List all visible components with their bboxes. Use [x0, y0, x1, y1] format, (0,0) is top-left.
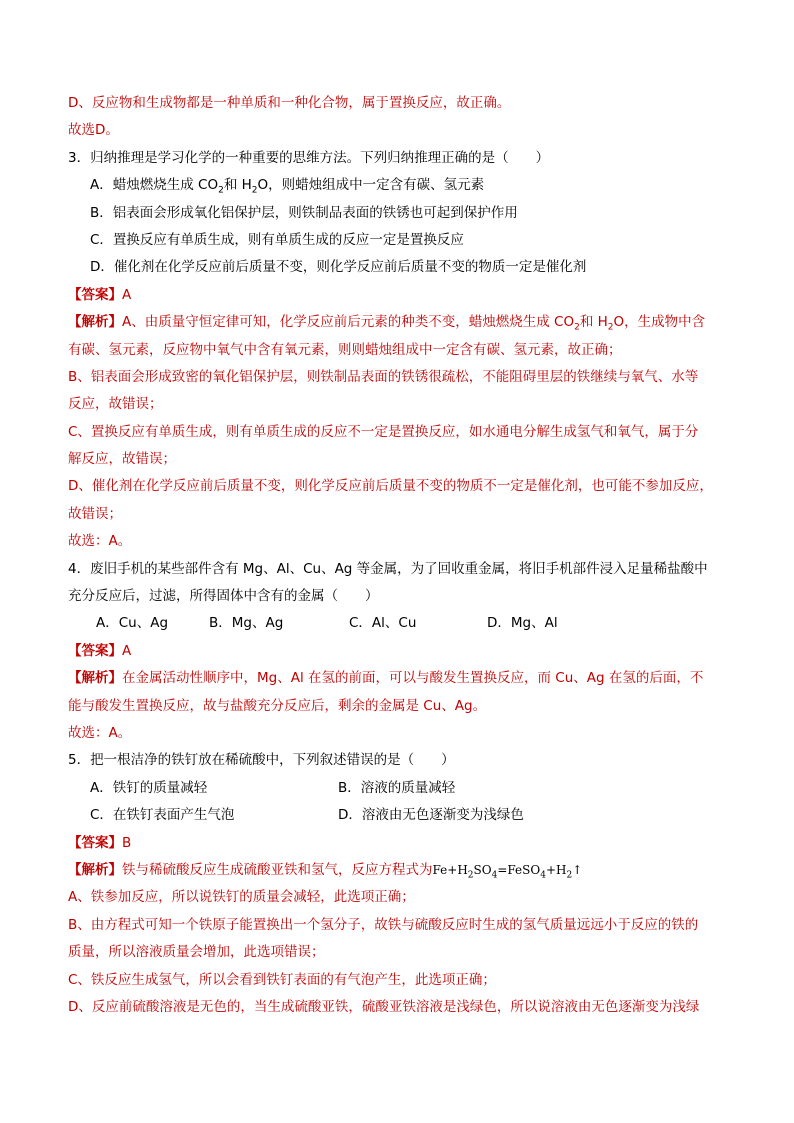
q5-stem: [68, 747, 728, 774]
q5-option-b: B．溶液的质量减轻: [338, 779, 456, 796]
q4-analysis-text-1: 在金属活动性顺序中，Mg、Al 在氢的前面，可以与酸发生置换反应，而 Cu、Ag 在氢的后面，不: [122, 670, 704, 687]
q3-option-c: C．置换反应有单质生成，则有单质生成的反应一定是置换反应: [90, 231, 464, 248]
eq-part-3: =FeSO: [497, 862, 541, 877]
q3-option-a-sub-1: 2: [218, 185, 224, 196]
q4-option-d: D．Mg、Al: [487, 615, 558, 632]
q3-stem: [68, 145, 728, 172]
q4-number: 4．: [68, 560, 91, 577]
q3-analysis-sub-2: 2: [607, 322, 614, 333]
q5-analysis-line-6: D、反应前硫酸溶液是无色的，当生成硫酸亚铁，硫酸亚铁溶液是浅绿色，所以说溶液由无色逐渐变为浅绿: [68, 998, 700, 1015]
eq-part-4: +H: [545, 862, 567, 877]
q3-analysis-line-7: D、催化剂在化学反应前后质量不变，则化学反应前后质量不变的物质不一定是催化剂，也可能不参加反应，: [68, 478, 713, 495]
q4-answer: [68, 638, 728, 665]
q3-conclusion: 故选：A。: [68, 533, 132, 550]
q3-analysis-tag: 【解析】: [68, 314, 122, 331]
q3-analysis-text-1: A、由质量守恒定律可知，化学反应前后元素的种类不变，蜡烛燃烧生成 CO: [122, 314, 575, 331]
q4-answer-value: A: [122, 642, 132, 659]
q4-option-a: A．Cu、Ag: [96, 615, 169, 632]
q5-option-c: C．在铁钉表面产生气泡: [90, 807, 235, 824]
q5-answer-value: B: [122, 834, 132, 851]
q5-options-row-1: [68, 775, 728, 802]
q3-analysis-line-5: C、置换反应有单质生成，则有单质生成的反应不一定是置换反应，如水通电分解生成氢气和氧气，属于分: [68, 423, 699, 440]
q4-options: [68, 610, 728, 637]
q3-analysis-line-1: [68, 309, 728, 336]
q4-stem-line-1: [68, 556, 728, 583]
q5-analysis-line-3: B、由方程式可知一个铁原子能置换出一个氢分子，故铁与硫酸反应时生成的氢气质量远远小于反应的铁的: [68, 916, 699, 933]
q4-stem-line-2: 充分反应后，过滤，所得固体中含有的金属（ ）: [68, 588, 379, 605]
q4-analysis-tag: 【解析】: [68, 670, 122, 687]
q3-answer: [68, 282, 728, 309]
q4-option-c: C．Al、Cu: [349, 615, 417, 632]
q5-analysis-line-5: C、铁反应生成氢气，所以会看到铁钉表面的有气泡产生，此选项正确；: [68, 971, 496, 988]
q3-answer-tag: 【答案】: [68, 286, 122, 303]
q5-answer: [68, 830, 728, 857]
eq-sub-2: 4: [491, 870, 498, 881]
q3-number: 3．: [68, 149, 91, 166]
q4-analysis-line-1: [68, 665, 728, 692]
q3-analysis-line-6: 解反应，故错误；: [68, 451, 176, 468]
eq-sub-4: 2: [566, 870, 573, 881]
q3-analysis-sub-1: 2: [574, 322, 580, 333]
q4-stem-text-1: 废旧手机的某些部件含有 Mg、Al、Cu、Ag 等金属，为了回收重金属，将旧手机部件浸入足量稀盐酸中: [90, 560, 708, 577]
q4-option-b: B．Mg、Ag: [209, 615, 284, 632]
q3-analysis-text-2: 和 H: [579, 314, 608, 331]
q3-analysis-line-4: 反应，故错误；: [68, 396, 163, 413]
q3-answer-value: A: [122, 286, 132, 303]
q3-option-a-text-3: O，则蜡烛组成中一定含有碳、氢元素: [257, 177, 485, 194]
q4-conclusion: 故选：A。: [68, 724, 132, 741]
q3-analysis-text-3: O，生成物中含: [613, 314, 706, 331]
q5-options-row-2: [68, 802, 728, 829]
eq-sub-3: 4: [540, 870, 546, 881]
eq-part-2: SO: [473, 862, 492, 877]
q3-option-b: B．铝表面会形成氧化铝保护层，则铁制品表面的铁锈也可起到保护作用: [90, 204, 518, 221]
q5-analysis-tag: 【解析】: [68, 861, 122, 878]
q5-stem-text: 把一根洁净的铁钉放在稀硫酸中，下列叙述错误的是（ ）: [90, 752, 455, 769]
q5-option-d: D．溶液由无色逐渐变为浅绿色: [338, 807, 524, 824]
q3-analysis-line-2: 有碳、氢元素，反应物中氧气中含有氧元素，则则蜡烛组成中一定含有碳、氢元素，故正确；: [68, 341, 622, 358]
eq-sub-1: 2: [467, 870, 474, 881]
q5-option-a: A．铁钉的质量减轻: [90, 779, 208, 796]
q3-option-a-text-2: 和 H: [223, 177, 252, 194]
q3-option-d: D．催化剂在化学反应前后质量不变，则化学反应前后质量不变的物质一定是催化剂: [90, 259, 587, 276]
eq-part-1: Fe+H: [432, 862, 468, 877]
q5-answer-tag: 【答案】: [68, 834, 122, 851]
q5-analysis-line-4: 质量，所以溶液质量会增加，此选项错误；: [68, 944, 325, 961]
q3-stem-text: 归纳推理是学习化学的一种重要的思维方法。下列归纳推理正确的是（ ）: [90, 149, 550, 166]
reaction-equation: [432, 862, 583, 881]
q5-number: 5．: [68, 752, 91, 769]
prev-conclusion: 故选D。: [68, 122, 119, 139]
q5-analysis-line-1: [68, 857, 728, 884]
q3-option-a-sub-2: 2: [251, 185, 258, 196]
q3-analysis-line-8: 故错误；: [68, 505, 122, 522]
document-page: [68, 90, 728, 1021]
prev-analysis-line-d: D、反应物和生成物都是一种单质和一种化合物，属于置换反应，故正确。: [68, 95, 511, 111]
q3-option-a-text-1: A．蜡烛燃烧生成 CO: [90, 177, 219, 194]
q5-analysis-line-2: A、铁参加反应，所以说铁钉的质量会减轻，此选项正确；: [68, 889, 415, 906]
q3-analysis-line-3: B、铝表面会形成致密的氧化铝保护层，则铁制品表面的铁锈很疏松，不能阻碍里层的铁继续与氧气、水等: [68, 368, 699, 385]
gas-arrow-icon: ↑: [572, 862, 583, 877]
q3-option-a: [68, 172, 728, 199]
q5-analysis-text-1: 铁与稀硫酸反应生成硫酸亚铁和氢气，反应方程式为: [122, 861, 433, 878]
q4-answer-tag: 【答案】: [68, 642, 122, 659]
q4-analysis-line-2: 能与酸发生置换反应，故与盐酸充分反应后，剩余的金属是 Cu、Ag。: [68, 697, 487, 714]
